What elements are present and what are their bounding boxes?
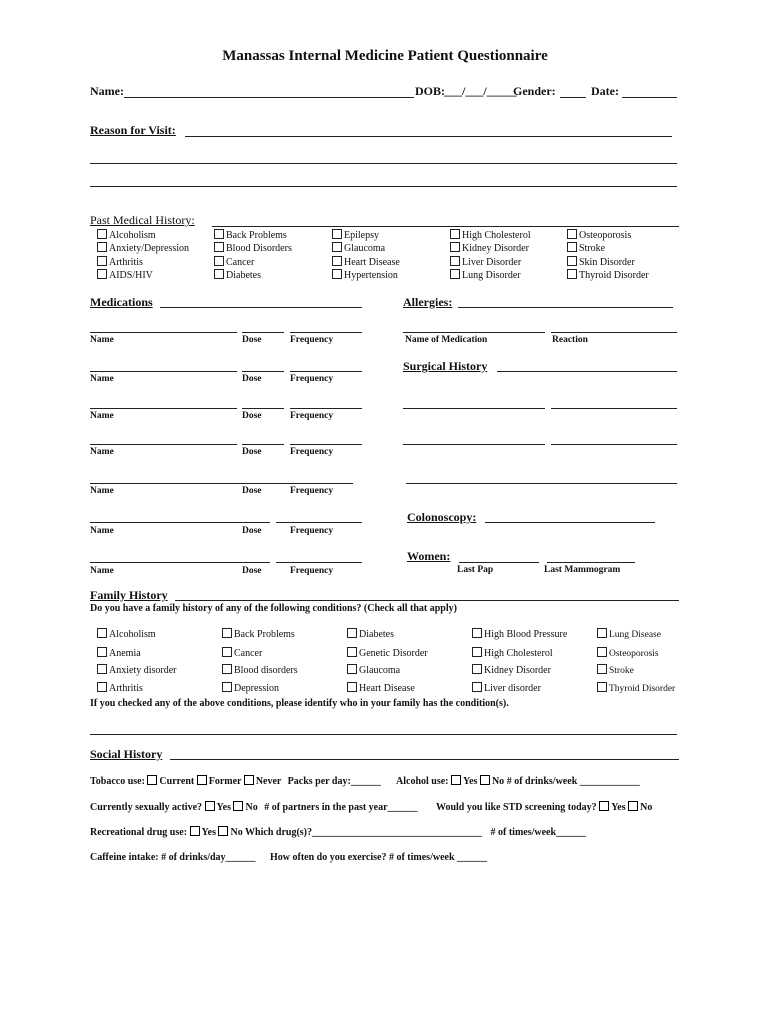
family-item-label: High Cholesterol <box>484 648 553 659</box>
pap-label: Last Pap <box>457 565 494 575</box>
family-checkbox[interactable] <box>472 628 482 638</box>
family-item-label: Liver disorder <box>484 683 541 694</box>
family-label: Family History <box>90 588 168 602</box>
pmh-item-back-problems[interactable] <box>214 229 287 241</box>
tobacco-label: Tobacco use: <box>90 776 145 787</box>
medication-field-1-3[interactable] <box>290 332 362 333</box>
sexual-yes-checkbox[interactable] <box>205 801 215 811</box>
allergy-med-label: Name of Medication <box>405 335 488 345</box>
family-item-label: Diabetes <box>359 629 394 640</box>
pmh-item-stroke[interactable] <box>567 242 605 254</box>
medication-name-label: Name <box>90 447 114 457</box>
family-item-lung-disease[interactable] <box>597 628 661 640</box>
pmh-item-label: Epilepsy <box>344 230 379 241</box>
family-item-diabetes[interactable] <box>347 628 394 640</box>
pmh-item-label: Anxiety/Depression <box>109 243 189 254</box>
std-row <box>436 801 652 813</box>
pmh-item-label: Osteoporosis <box>579 230 632 241</box>
colonoscopy-label: Colonoscopy: <box>407 510 477 524</box>
pmh-checkbox[interactable] <box>332 256 342 266</box>
family-checkbox[interactable] <box>597 628 607 638</box>
pmh-checkbox[interactable] <box>450 269 460 279</box>
pmh-checkbox[interactable] <box>567 242 577 252</box>
pmh-item-arthritis[interactable] <box>97 256 143 268</box>
family-item-label: Cancer <box>234 648 263 659</box>
medication-name-label: Name <box>90 374 114 384</box>
drinks-week-field[interactable]: # of drinks/week ____________ <box>506 776 640 787</box>
medications-line <box>160 307 362 308</box>
family-checkbox[interactable] <box>222 682 232 692</box>
medication-field-3-2[interactable] <box>242 408 284 409</box>
tobacco-former-checkbox[interactable] <box>197 775 207 785</box>
tobacco-row <box>90 775 381 787</box>
family-item-label: Glaucoma <box>359 665 401 676</box>
pmh-item-label: AIDS/HIV <box>109 270 153 281</box>
drug-yes-checkbox[interactable] <box>190 826 200 836</box>
family-item-label: Depression <box>234 683 279 694</box>
pmh-item-thyroid-disorder[interactable] <box>567 269 649 281</box>
medication-field-1-2[interactable] <box>242 332 284 333</box>
tobacco-former-label: Former <box>208 776 242 787</box>
family-item-thyroid-disorder[interactable] <box>597 682 675 694</box>
medication-field-7-1[interactable] <box>90 562 270 563</box>
medication-frequency-label: Frequency <box>290 447 334 457</box>
date-label: Date: <box>591 84 619 98</box>
pmh-label: Past Medical History: <box>90 213 195 227</box>
pmh-checkbox[interactable] <box>214 242 224 252</box>
pmh-checkbox[interactable] <box>567 256 577 266</box>
pmh-item-label: Alcoholism <box>109 230 156 241</box>
pmh-item-blood-disorders[interactable] <box>214 242 292 254</box>
family-item-genetic-disorder[interactable] <box>347 647 428 659</box>
family-item-blood-disorders[interactable] <box>222 664 298 676</box>
pmh-checkbox[interactable] <box>214 269 224 279</box>
medication-name-label: Name <box>90 335 114 345</box>
family-item-anemia[interactable] <box>97 647 141 659</box>
family-checkbox[interactable] <box>472 682 482 692</box>
family-item-label: Back Problems <box>234 629 295 640</box>
allergy-reaction-field[interactable] <box>551 332 677 333</box>
social-label: Social History <box>90 747 163 761</box>
medication-field-4-3[interactable] <box>290 444 362 445</box>
std-no-label: No <box>640 802 653 813</box>
family-item-high-cholesterol[interactable] <box>472 647 553 659</box>
family-checkbox[interactable] <box>472 647 482 657</box>
family-item-back-problems[interactable] <box>222 628 295 640</box>
medication-frequency-label: Frequency <box>290 566 334 576</box>
pmh-item-skin-disorder[interactable] <box>567 256 635 268</box>
family-checkbox[interactable] <box>597 647 607 657</box>
family-checkbox[interactable] <box>222 628 232 638</box>
std-label: Would you like STD screening today? <box>436 802 597 813</box>
medication-name-label: Name <box>90 486 114 496</box>
family-line <box>175 600 679 601</box>
medications-label: Medications <box>90 295 153 309</box>
medication-dose-label: Dose <box>242 335 262 345</box>
medication-dose-label: Dose <box>242 411 262 421</box>
gender-label: Gender: <box>513 84 556 98</box>
medication-dose-label: Dose <box>242 447 262 457</box>
medication-field-2-3[interactable] <box>290 371 362 372</box>
alcohol-yes-label: Yes <box>463 776 478 787</box>
family-checkbox[interactable] <box>597 682 607 692</box>
pmh-item-cancer[interactable] <box>214 256 254 268</box>
drug-yes-label: Yes <box>201 827 216 838</box>
family-item-label: Thyroid Disorder <box>609 684 676 694</box>
family-item-arthritis[interactable] <box>97 682 143 694</box>
allergy-reaction-label: Reaction <box>552 335 588 345</box>
medication-dose-label: Dose <box>242 486 262 496</box>
pmh-item-label: Thyroid Disorder <box>579 270 649 281</box>
family-identify-field[interactable] <box>90 734 677 735</box>
drug-times-field[interactable]: # of times/week______ <box>490 827 587 838</box>
surgical-line-3b[interactable] <box>551 444 677 445</box>
family-item-label: Kidney Disorder <box>484 665 551 676</box>
pmh-checkbox[interactable] <box>214 229 224 239</box>
family-checkbox[interactable] <box>222 647 232 657</box>
surgical-line-4[interactable] <box>406 483 677 484</box>
alcohol-label: Alcohol use: <box>396 776 449 787</box>
pmh-item-osteoporosis[interactable] <box>567 229 631 241</box>
allergies-line <box>458 307 673 308</box>
family-item-label: Alcoholism <box>109 629 156 640</box>
medication-field-5-1[interactable] <box>90 483 353 484</box>
allergies-label: Allergies: <box>403 295 453 309</box>
reason-field[interactable] <box>185 136 672 137</box>
family-item-anxiety-disorder[interactable] <box>97 664 177 676</box>
exercise-field[interactable]: How often do you exercise? # of times/week ______ <box>270 852 488 863</box>
mammogram-label: Last Mammogram <box>544 565 621 575</box>
medication-frequency-label: Frequency <box>290 335 334 345</box>
family-item-label: Arthritis <box>109 683 143 694</box>
packs-field[interactable]: Packs per day:______ <box>287 776 381 787</box>
pmh-item-label: Hypertension <box>344 270 398 281</box>
pmh-item-label: Heart Disease <box>344 257 400 268</box>
family-item-label: Anemia <box>109 648 141 659</box>
drug-row <box>90 826 586 838</box>
pmh-item-anxiety-depression[interactable] <box>97 242 189 254</box>
medication-field-1-1[interactable] <box>90 332 237 333</box>
std-yes-label: Yes <box>611 802 626 813</box>
tobacco-never-label: Never <box>255 776 282 787</box>
family-item-cancer[interactable] <box>222 647 262 659</box>
pmh-checkbox[interactable] <box>450 256 460 266</box>
surgical-line-1[interactable] <box>497 371 677 372</box>
family-item-heart-disease[interactable] <box>347 682 415 694</box>
pmh-line <box>212 226 679 227</box>
medication-field-7-2[interactable] <box>276 562 362 563</box>
alcohol-no-label: No <box>491 776 505 787</box>
name-field[interactable] <box>124 97 414 98</box>
family-item-alcoholism[interactable] <box>97 628 156 640</box>
std-yes-checkbox[interactable] <box>599 801 609 811</box>
family-checkbox[interactable] <box>347 628 357 638</box>
date-field[interactable] <box>622 97 677 98</box>
page-title: Manassas Internal Medicine Patient Questionnaire <box>222 48 548 64</box>
medication-field-4-2[interactable] <box>242 444 284 445</box>
family-item-high-blood-pressure[interactable] <box>472 628 567 640</box>
pmh-checkbox[interactable] <box>332 242 342 252</box>
medication-field-4-1[interactable] <box>90 444 237 445</box>
reason-label: Reason for Visit: <box>90 123 176 137</box>
partners-field[interactable]: # of partners in the past year______ <box>264 802 418 813</box>
pmh-checkbox[interactable] <box>97 229 107 239</box>
dob-label: DOB: <box>415 84 445 98</box>
family-item-label: Heart Disease <box>359 683 415 694</box>
medication-frequency-label: Frequency <box>290 526 334 536</box>
women-label: Women: <box>407 549 451 563</box>
sexual-yes-label: Yes <box>216 802 231 813</box>
social-line <box>170 759 679 760</box>
reason-line-2[interactable] <box>90 163 677 164</box>
medication-name-label: Name <box>90 411 114 421</box>
pmh-item-kidney-disorder[interactable] <box>450 242 529 254</box>
family-item-depression[interactable] <box>222 682 279 694</box>
family-item-osteoporosis[interactable] <box>597 647 659 659</box>
pmh-item-label: Diabetes <box>226 270 261 281</box>
pmh-item-lung-disorder[interactable] <box>450 269 521 281</box>
std-no-checkbox[interactable] <box>628 801 638 811</box>
pmh-checkbox[interactable] <box>97 269 107 279</box>
pmh-item-alcoholism[interactable] <box>97 229 156 241</box>
reason-line-3[interactable] <box>90 186 677 187</box>
medication-field-6-2[interactable] <box>276 522 362 523</box>
tobacco-never-checkbox[interactable] <box>244 775 254 785</box>
pmh-item-diabetes[interactable] <box>214 269 261 281</box>
pmh-item-label: Back Problems <box>226 230 287 241</box>
surgical-line-2b[interactable] <box>551 408 677 409</box>
pmh-item-aids-hiv[interactable] <box>97 269 153 281</box>
family-checkbox[interactable] <box>97 664 107 674</box>
pmh-item-label: Skin Disorder <box>579 257 635 268</box>
pmh-item-label: Arthritis <box>109 257 143 268</box>
alcohol-no-checkbox[interactable] <box>480 775 490 785</box>
alcohol-row <box>396 775 640 787</box>
pmh-checkbox[interactable] <box>567 229 577 239</box>
medication-dose-label: Dose <box>242 566 262 576</box>
pmh-item-label: Stroke <box>579 243 606 254</box>
family-checkbox[interactable] <box>347 682 357 692</box>
medication-frequency-label: Frequency <box>290 374 334 384</box>
caffeine-field[interactable]: Caffeine intake: # of drinks/day______ <box>90 852 256 863</box>
family-checkbox[interactable] <box>97 647 107 657</box>
family-checkbox[interactable] <box>347 664 357 674</box>
pmh-item-label: High Cholesterol <box>462 230 531 241</box>
medication-field-6-1[interactable] <box>90 522 270 523</box>
pmh-item-label: Lung Disorder <box>462 270 521 281</box>
pmh-item-label: Kidney Disorder <box>462 243 529 254</box>
family-question: Do you have a family history of any of the following conditions? (Check all that apply) <box>90 603 457 614</box>
dob-field[interactable]: ___/___/_____ <box>444 84 517 98</box>
pmh-item-heart-disease[interactable] <box>332 256 400 268</box>
allergy-med-field[interactable] <box>403 332 545 333</box>
tobacco-current-label: Current <box>159 776 195 787</box>
pmh-checkbox[interactable] <box>450 229 460 239</box>
pmh-checkbox[interactable] <box>450 242 460 252</box>
family-checkbox[interactable] <box>347 647 357 657</box>
medication-field-2-2[interactable] <box>242 371 284 372</box>
drug-label: Recreational drug use: <box>90 827 188 838</box>
pap-field[interactable] <box>459 562 539 563</box>
pmh-item-label: Glaucoma <box>344 243 386 254</box>
surgical-label: Surgical History <box>403 359 488 373</box>
pmh-item-epilepsy[interactable] <box>332 229 379 241</box>
pmh-item-label: Liver Disorder <box>462 257 522 268</box>
family-item-label: Anxiety disorder <box>109 665 177 676</box>
family-checkbox[interactable] <box>472 664 482 674</box>
pmh-checkbox[interactable] <box>214 256 224 266</box>
family-item-liver-disorder[interactable] <box>472 682 541 694</box>
family-identify: If you checked any of the above conditions, please identify who in your family has the condition(s). <box>90 698 509 709</box>
surgical-line-2a[interactable] <box>403 408 545 409</box>
medication-dose-label: Dose <box>242 526 262 536</box>
drug-no-checkbox[interactable] <box>218 826 228 836</box>
medication-field-2-1[interactable] <box>90 371 237 372</box>
family-item-label: Genetic Disorder <box>359 648 428 659</box>
pmh-checkbox[interactable] <box>567 269 577 279</box>
family-item-label: Blood disorders <box>234 665 298 676</box>
sexual-row <box>90 801 418 813</box>
medication-field-3-1[interactable] <box>90 408 237 409</box>
mammogram-field[interactable] <box>547 562 635 563</box>
sexual-no-label: No <box>245 802 258 813</box>
sexual-no-checkbox[interactable] <box>233 801 243 811</box>
medication-frequency-label: Frequency <box>290 411 334 421</box>
medication-field-3-3[interactable] <box>290 408 362 409</box>
name-label: Name: <box>90 84 124 98</box>
family-item-glaucoma[interactable] <box>347 664 400 676</box>
which-drug-field[interactable]: Which drug(s)?__________________________________ <box>245 827 482 838</box>
family-item-label: Stroke <box>609 666 634 676</box>
surgical-line-3a[interactable] <box>403 444 545 445</box>
medication-frequency-label: Frequency <box>290 486 334 496</box>
family-item-label: Osteoporosis <box>609 649 659 659</box>
pmh-item-hypertension[interactable] <box>332 269 398 281</box>
pmh-item-liver-disorder[interactable] <box>450 256 521 268</box>
family-item-label: Lung Disease <box>609 630 661 640</box>
medication-name-label: Name <box>90 526 114 536</box>
family-checkbox[interactable] <box>97 628 107 638</box>
family-checkbox[interactable] <box>222 664 232 674</box>
pmh-item-label: Cancer <box>226 257 255 268</box>
alcohol-yes-checkbox[interactable] <box>451 775 461 785</box>
family-checkbox[interactable] <box>97 682 107 692</box>
pmh-checkbox[interactable] <box>332 229 342 239</box>
pmh-checkbox[interactable] <box>97 256 107 266</box>
colonoscopy-field[interactable] <box>485 522 655 523</box>
medication-dose-label: Dose <box>242 374 262 384</box>
pmh-checkbox[interactable] <box>332 269 342 279</box>
tobacco-current-checkbox[interactable] <box>147 775 157 785</box>
drug-no-label: No <box>230 827 243 838</box>
family-checkbox[interactable] <box>597 664 607 674</box>
pmh-item-label: Blood Disorders <box>226 243 292 254</box>
medication-name-label: Name <box>90 566 114 576</box>
pmh-item-glaucoma[interactable] <box>332 242 385 254</box>
pmh-checkbox[interactable] <box>97 242 107 252</box>
family-item-kidney-disorder[interactable] <box>472 664 551 676</box>
gender-field[interactable] <box>560 97 586 98</box>
family-item-label: High Blood Pressure <box>484 629 568 640</box>
sexual-label: Currently sexually active? <box>90 802 203 813</box>
family-item-stroke[interactable] <box>597 664 634 676</box>
pmh-item-high-cholesterol[interactable] <box>450 229 531 241</box>
